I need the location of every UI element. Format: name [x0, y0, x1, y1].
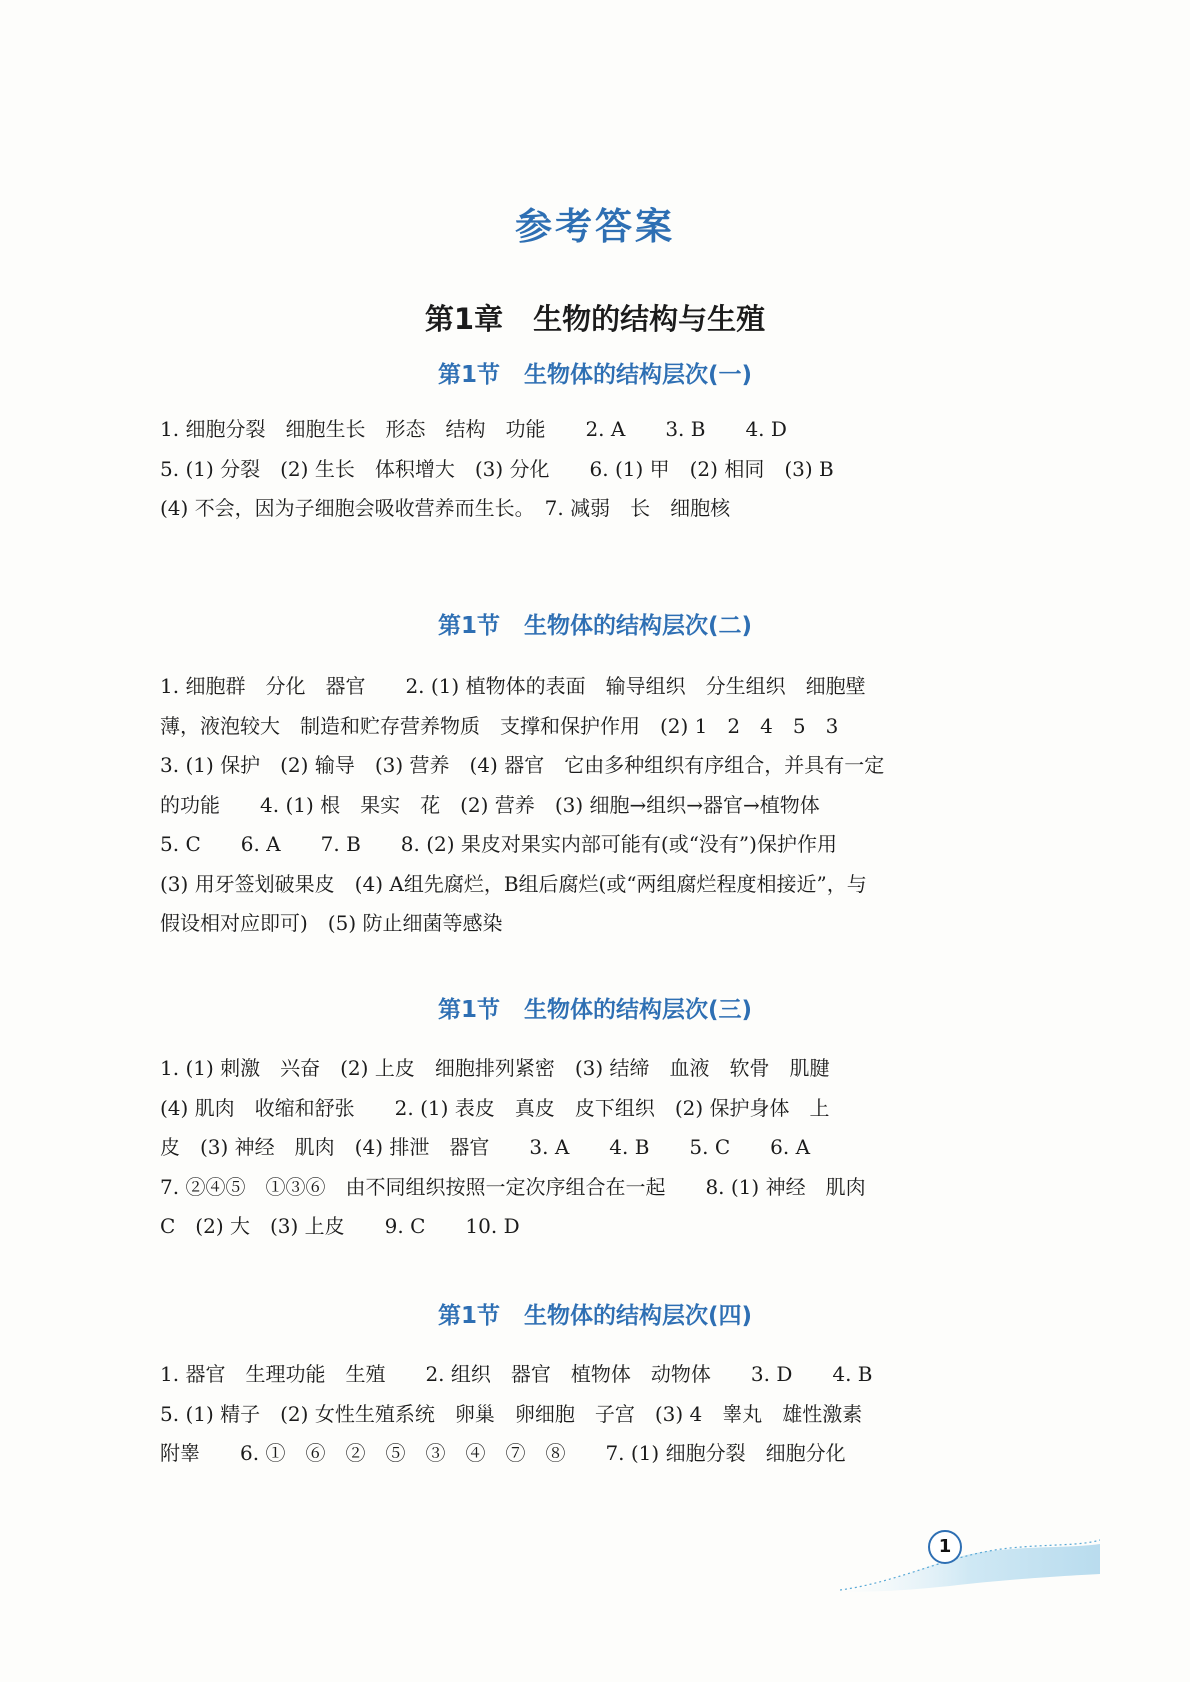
section-title-3 — [0, 991, 1190, 1024]
answer-line: (4) 不会，因为子细胞会吸收营养而生长。 7. 减弱 长 细胞核 — [160, 496, 731, 520]
answer-line: 5. (1) 分裂 (2) 生长 体积增大 (3) 分化 6. (1) 甲 (2) 相同 (3) B — [160, 456, 834, 481]
page-number: 1 — [928, 1530, 962, 1564]
section-name: 生物体的结构层次(三) — [523, 997, 753, 1023]
section-title-2 — [0, 607, 1190, 640]
answer-line: 5. C 6. A 7. B 8. (2) 果皮对果实内部可能有(或“没有”)保护作用 — [160, 832, 837, 856]
section-label: 第1节 — [437, 362, 500, 388]
page-title: 参考答案 — [515, 205, 675, 248]
section-title-1 — [0, 356, 1190, 389]
section-answers-4 — [160, 1355, 995, 1474]
section-name: 生物体的结构层次(一) — [523, 362, 753, 388]
section-label: 第1节 — [437, 613, 500, 639]
answer-line: 1. 细胞分裂 细胞生长 形态 结构 功能 2. A 3. B 4. D — [160, 417, 787, 441]
answer-line: 皮 (3) 神经 肌肉 (4) 排泄 器官 3. A 4. B 5. C 6. A — [160, 1135, 811, 1159]
section-answers-2 — [160, 667, 995, 944]
answer-line: 7. ②④⑤ ①③⑥ 由不同组织按照一定次序组合在一起 8. (1) 神经 肌肉 — [160, 1174, 866, 1199]
section-answers-3 — [160, 1049, 995, 1247]
chapter-name: 生物的结构与生殖 — [533, 302, 766, 336]
chapter-title — [0, 297, 1190, 338]
section-label: 第1节 — [437, 1303, 500, 1329]
answer-line: 1. (1) 刺激 兴奋 (2) 上皮 细胞排列紧密 (3) 结缔 血液 软骨 肌腱 — [160, 1056, 830, 1080]
answer-line: (3) 用牙签划破果皮 (4) A组先腐烂，B组后腐烂(或“两组腐烂程度相接近”，与 — [160, 871, 867, 896]
section-answers-1 — [160, 410, 995, 529]
answer-line: (4) 肌肉 收缩和舒张 2. (1) 表皮 真皮 皮下组织 (2) 保护身体 上 — [160, 1095, 830, 1120]
answer-line: 1. 细胞群 分化 器官 2. (1) 植物体的表面 输导组织 分生组织 细胞壁 — [160, 674, 866, 698]
section-label: 第1节 — [437, 997, 500, 1023]
answer-line: 薄，液泡较大 制造和贮存营养物质 支撑和保护作用 (2) 1 2 4 5 3 — [160, 713, 839, 738]
answer-line: 的功能 4. (1) 根 果实 花 (2) 营养 (3) 细胞→组织→器官→植物体 — [160, 792, 820, 817]
answer-line: C (2) 大 (3) 上皮 9. C 10. D — [160, 1214, 520, 1238]
answer-line: 假设相对应即可) (5) 防止细菌等感染 — [160, 911, 503, 935]
section-name: 生物体的结构层次(四) — [523, 1303, 753, 1329]
answer-line: 附睾 6. ① ⑥ ② ⑤ ③ ④ ⑦ ⑧ 7. (1) 细胞分裂 细胞分化 — [160, 1441, 846, 1465]
answer-line: 1. 器官 生理功能 生殖 2. 组织 器官 植物体 动物体 3. D 4. B — [160, 1362, 873, 1386]
answer-line: 5. (1) 精子 (2) 女性生殖系统 卵巢 卵细胞 子宫 (3) 4 睾丸 雄性激素 — [160, 1401, 863, 1426]
section-name: 生物体的结构层次(二) — [523, 613, 753, 639]
page-badge-decoration — [840, 1524, 1100, 1594]
section-title-4 — [0, 1297, 1190, 1330]
chapter-label: 第1章 — [424, 302, 504, 336]
answer-line: 3. (1) 保护 (2) 输导 (3) 营养 (4) 器官 它由多种组织有序组合，并具有一定 — [160, 753, 885, 777]
